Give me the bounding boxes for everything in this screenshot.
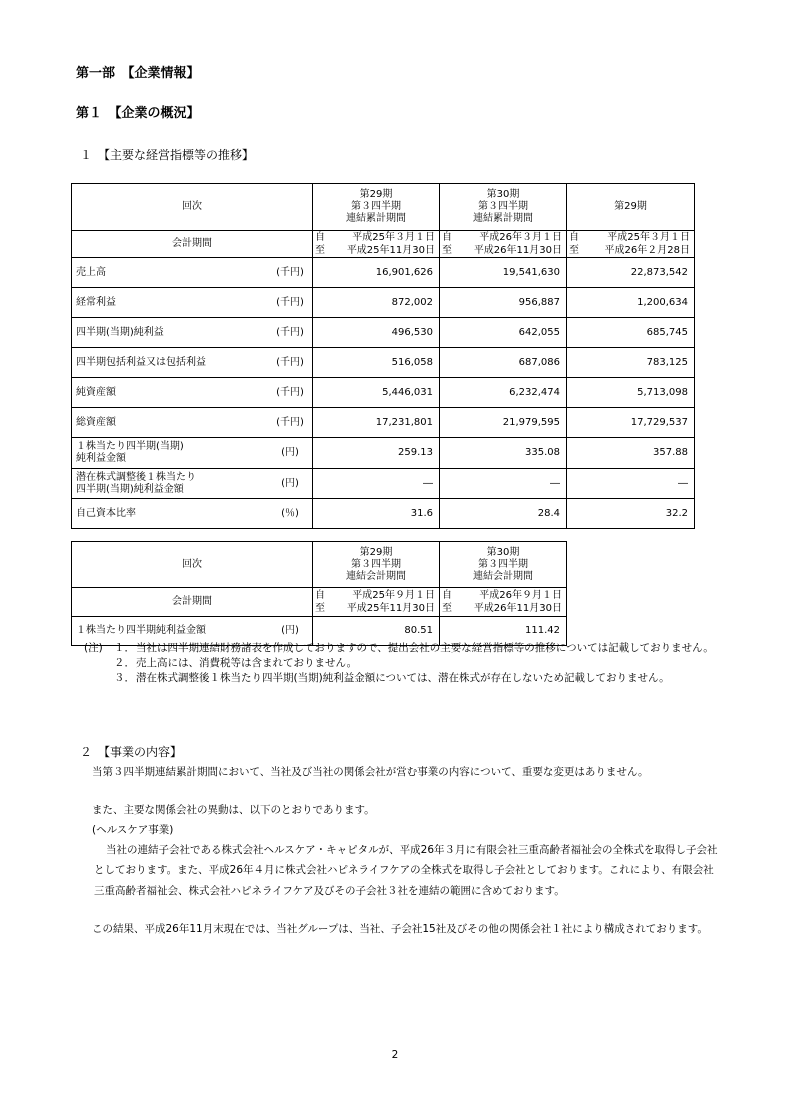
period-label: 会計期間 <box>72 231 313 258</box>
segment-label: (ヘルスケア事業) <box>92 824 174 836</box>
value-cell: 17,729,537 <box>567 408 695 438</box>
row-unit: (円) <box>281 477 299 489</box>
value-cell: 783,125 <box>567 348 695 378</box>
header-label: 回次 <box>72 184 313 231</box>
table-row <box>72 408 695 438</box>
value-cell: 22,873,542 <box>567 258 695 288</box>
indicators-table <box>71 183 695 529</box>
period-cell: 自 平成26年３月１日 至 平成26年11月30日 <box>440 231 567 258</box>
row-unit: (円) <box>281 447 299 458</box>
row-unit: (％) <box>281 507 299 519</box>
row-unit: (千円) <box>276 326 304 338</box>
note-item: ２． 売上高には、消費税等は含まれておりません。 <box>114 657 358 670</box>
table-row <box>72 288 695 318</box>
value-cell: 1,200,634 <box>567 288 695 318</box>
value-cell: 496,530 <box>313 318 440 348</box>
business-paragraph: 当社の連結子会社である株式会社ヘルスケア・キャピタルが、平成26年３月に有限会社三重高齢者福祉会の全株式を取得し子会社としております。また、平成26年４月に株式会社ハピネライフケアの全株式を取得し子会社としております。これにより、有限会社三重高齢者福祉会、株式会社ハピネライフケア及びその子会社３社を連結の範囲に含めております。 <box>94 844 718 897</box>
column-name: 第30期 第３四半期 連結会計期間 <box>440 542 567 588</box>
value-cell: ― <box>440 469 567 499</box>
table-header-row <box>72 542 567 588</box>
table-header-row <box>72 184 695 231</box>
note-mark: (注) <box>84 642 103 654</box>
business-paragraph: 当第３四半期連結累計期間において、当社及び当社の関係会社が営む事業の内容について、重要な変更はありません。 <box>92 766 649 778</box>
value-cell: 17,231,801 <box>313 408 440 438</box>
value-cell: 642,055 <box>440 318 567 348</box>
column-name: 第29期 第３四半期 連結会計期間 <box>313 542 440 588</box>
table-row <box>72 258 695 288</box>
value-cell: 516,058 <box>313 348 440 378</box>
row-label: 四半期包括利益又は包括利益 <box>76 356 206 368</box>
column-name: 第29期 第３四半期 連結累計期間 <box>313 184 440 231</box>
value-cell: 956,887 <box>440 288 567 318</box>
row-unit: (千円) <box>276 386 304 398</box>
part-heading: 第一部 【企業情報】 <box>76 66 200 81</box>
row-unit: (千円) <box>276 296 304 308</box>
row-label: 自己資本比率 <box>76 507 136 519</box>
table-row <box>72 499 695 529</box>
row-unit: (千円) <box>276 416 304 428</box>
value-cell: 32.2 <box>567 499 695 529</box>
page-number: 2 <box>391 1049 399 1061</box>
period-cell: 自 平成25年３月１日 至 平成25年11月30日 <box>313 231 440 258</box>
column-name: 第29期 <box>567 184 695 231</box>
value-cell: 28.4 <box>440 499 567 529</box>
table-row <box>72 378 695 408</box>
item1-heading: １ 【主要な経営指標等の推移】 <box>80 148 255 162</box>
header-label: 回次 <box>72 542 313 588</box>
value-cell: ― <box>313 469 440 499</box>
value-cell: 31.6 <box>313 499 440 529</box>
value-cell: 5,713,098 <box>567 378 695 408</box>
value-cell: 19,541,630 <box>440 258 567 288</box>
business-paragraph: また、主要な関係会社の異動は、以下のとおりであります。 <box>92 804 375 816</box>
note-item: (注) １． 当社は四半期連結財務諸表を作成しておりますので、提出会社の主要な経営指標等の推移については記載しておりません。 <box>84 641 724 656</box>
row-label: 経常利益 <box>76 296 116 308</box>
row-label: 潜在株式調整後１株当たり 四半期(当期)純利益金額 <box>76 471 196 495</box>
value-cell: 685,745 <box>567 318 695 348</box>
period-label: 会計期間 <box>72 588 313 617</box>
value-cell: 687,086 <box>440 348 567 378</box>
quarterly-eps-table <box>71 541 567 646</box>
row-label: 総資産額 <box>76 416 116 428</box>
table-row <box>72 348 695 378</box>
value-cell: 21,979,595 <box>440 408 567 438</box>
table-row <box>72 469 695 499</box>
row-unit: (千円) <box>276 356 304 368</box>
period-cell: 自 平成26年９月１日 至 平成26年11月30日 <box>440 588 567 617</box>
row-label: 純資産額 <box>76 386 116 398</box>
value-cell: 5,446,031 <box>313 378 440 408</box>
section-heading: 第１ 【企業の概況】 <box>76 106 200 121</box>
value-cell: ― <box>567 469 695 499</box>
row-label: １株当たり四半期(当期) 純利益金額 <box>76 441 184 464</box>
note-item: ３． 潜在株式調整後１株当たり四半期(当期)純利益金額については、潜在株式が存在しないため記載しておりません。 <box>114 672 670 685</box>
period-cell: 自 平成25年３月１日 至 平成26年２月28日 <box>567 231 695 258</box>
row-label: 四半期(当期)純利益 <box>76 326 164 338</box>
period-row <box>72 231 695 258</box>
row-unit: (千円) <box>276 266 304 278</box>
value-cell: 80.51 <box>313 617 440 646</box>
value-cell: 6,232,474 <box>440 378 567 408</box>
value-cell: 111.42 <box>440 617 567 646</box>
value-cell: 357.88 <box>567 438 695 469</box>
column-name: 第30期 第３四半期 連結累計期間 <box>440 184 567 231</box>
value-cell: 16,901,626 <box>313 258 440 288</box>
row-label: １株当たり四半期純利益金額 <box>76 625 206 636</box>
item2-heading: ２ 【事業の内容】 <box>80 745 183 759</box>
table-row <box>72 318 695 348</box>
notes <box>84 641 724 687</box>
row-label: 売上高 <box>76 266 106 278</box>
table-row <box>72 438 695 469</box>
value-cell: 335.08 <box>440 438 567 469</box>
period-row <box>72 588 567 617</box>
value-cell: 259.13 <box>313 438 440 469</box>
row-unit: (円) <box>281 625 299 636</box>
business-paragraph: この結果、平成26年11月末現在では、当社グループは、当社、子会社15社及びその他の関係会社１社により構成されております。 <box>92 923 708 935</box>
value-cell: 872,002 <box>313 288 440 318</box>
period-cell: 自 平成25年９月１日 至 平成25年11月30日 <box>313 588 440 617</box>
